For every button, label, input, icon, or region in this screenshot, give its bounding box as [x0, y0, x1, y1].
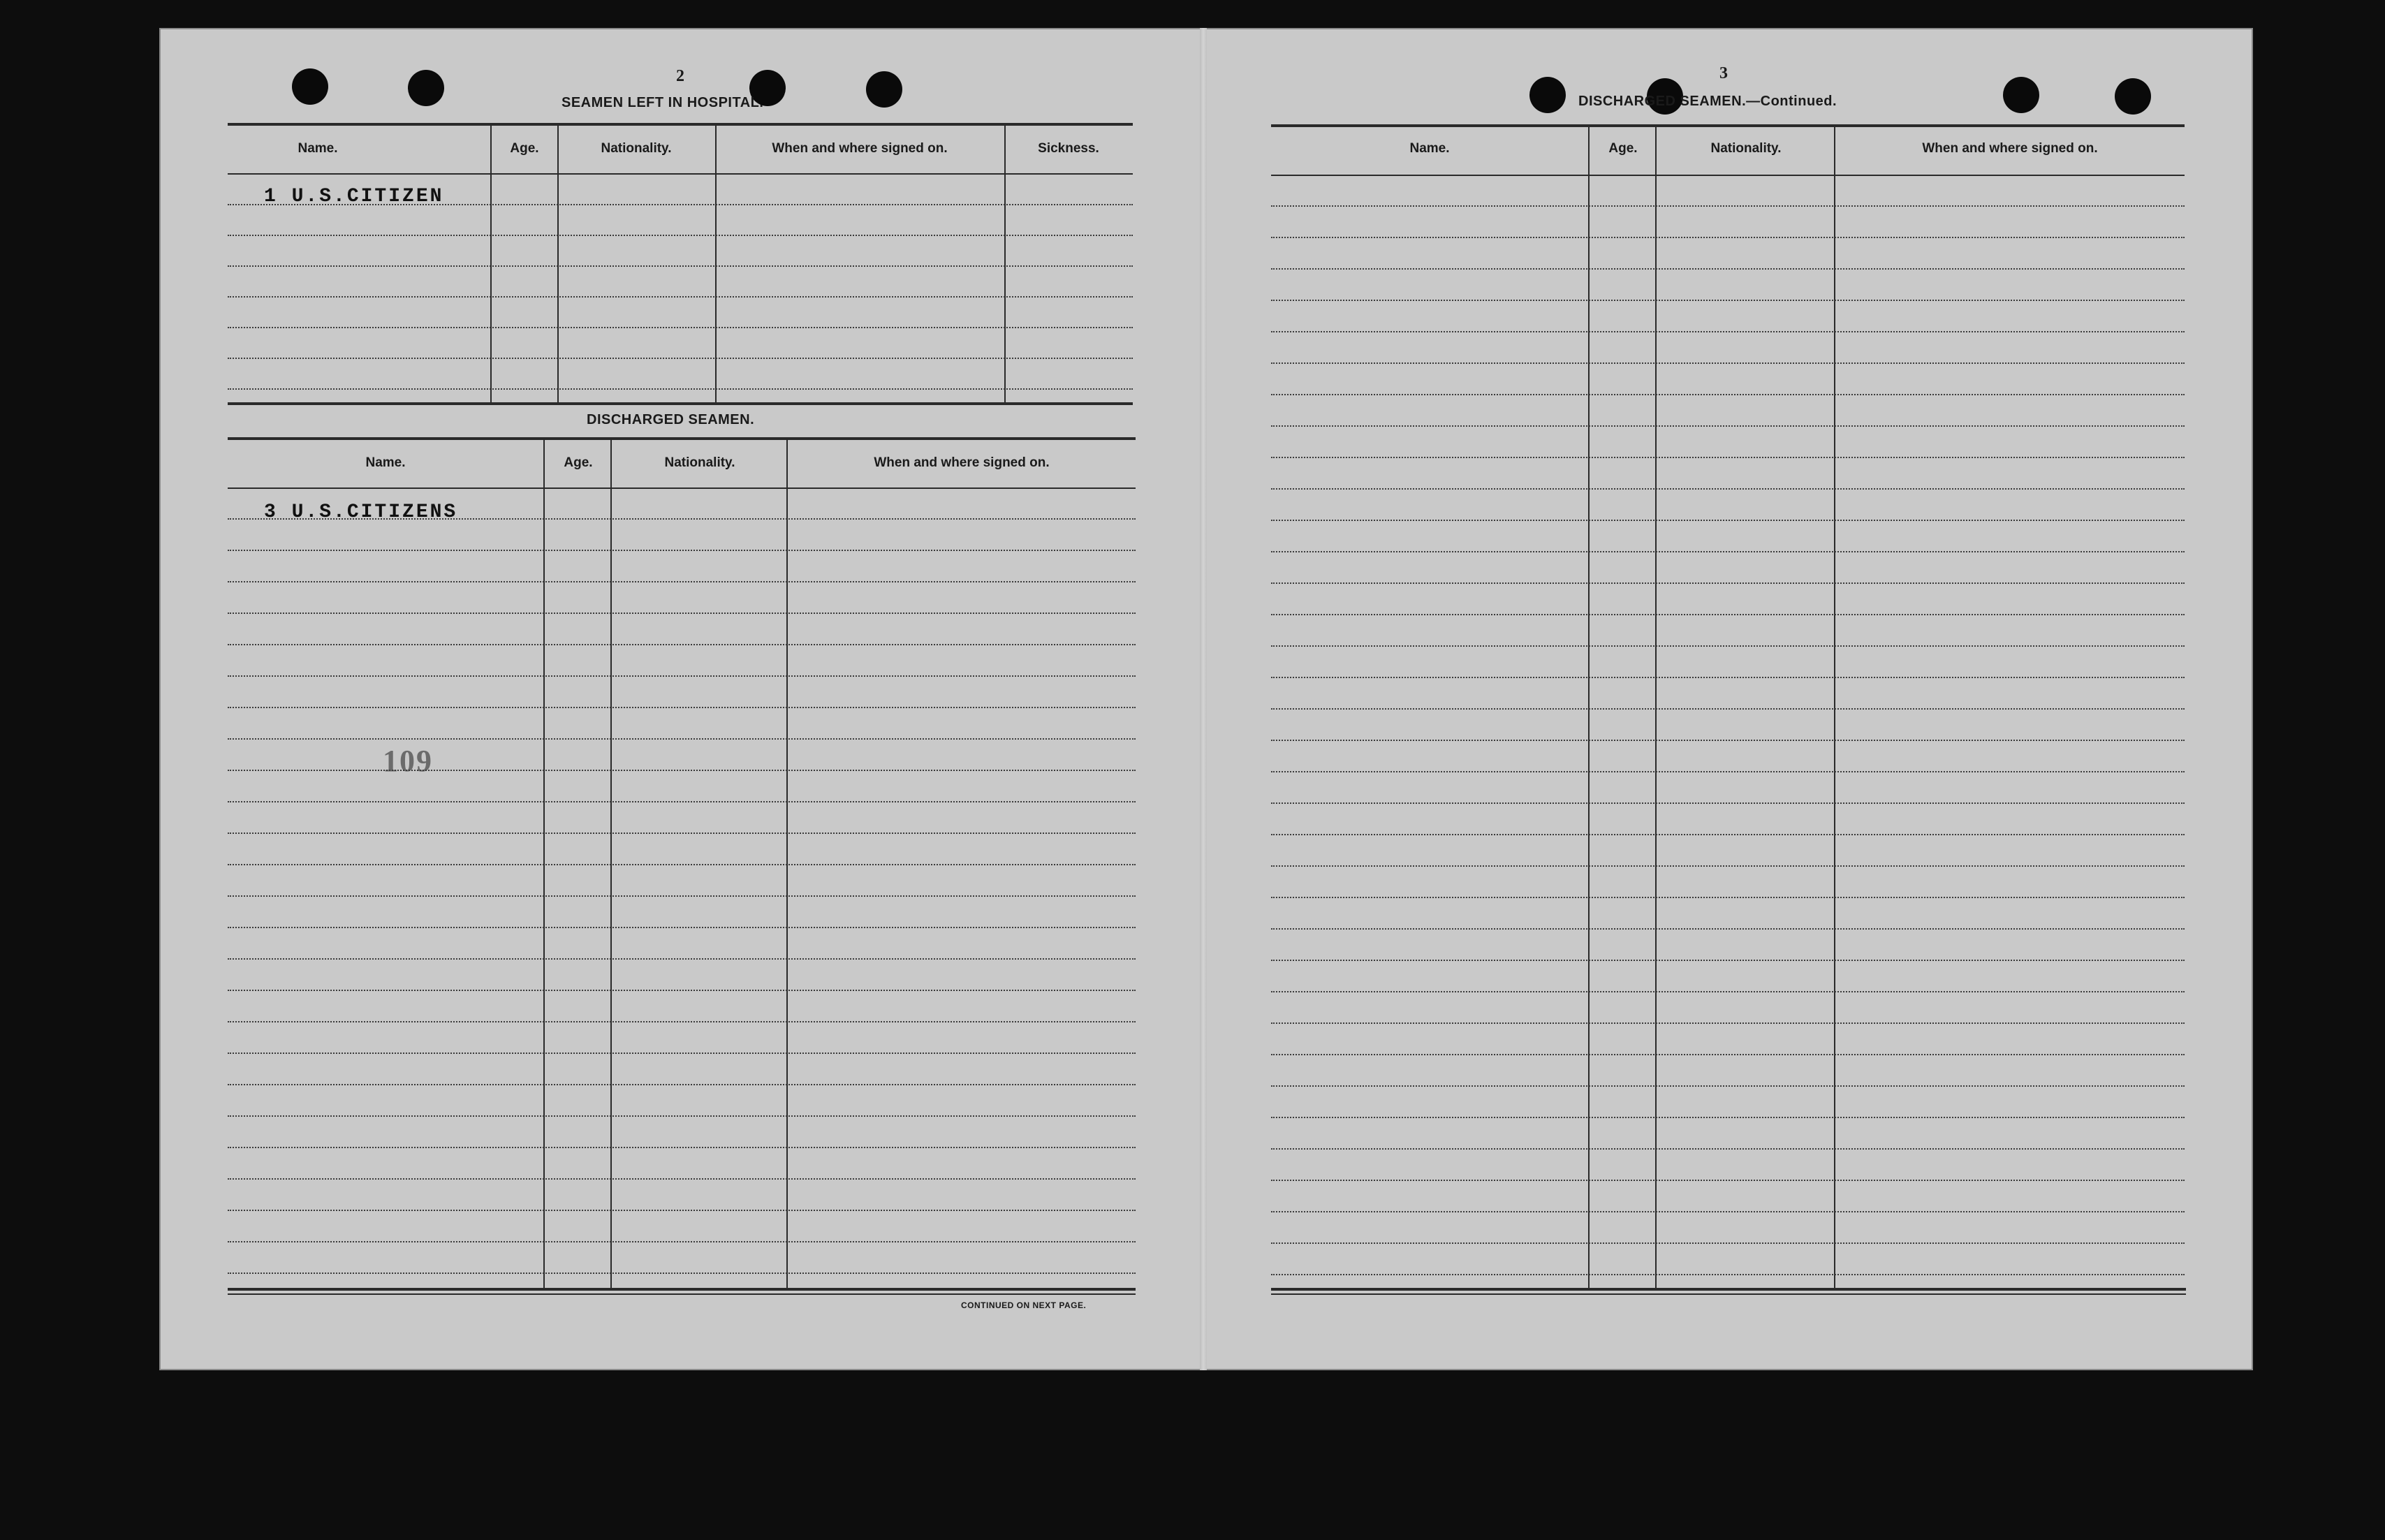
ruled-row-line	[1271, 834, 2185, 835]
ruled-row-line	[1271, 708, 2185, 710]
right-col-signed-on: When and where signed on.	[1922, 141, 2098, 156]
right-col-nationality: Nationality.	[1710, 141, 1782, 156]
ruled-row-line	[228, 990, 1136, 991]
ruled-row-line	[228, 1021, 1136, 1022]
ruled-row-line	[1271, 1022, 2185, 1024]
ruled-row-line	[228, 1241, 1136, 1242]
title-main: DISCHARGED SEAMEN.	[1578, 94, 1747, 109]
ruled-row-line	[1271, 1211, 2185, 1212]
ruled-row-line	[228, 1178, 1136, 1180]
continued-note: CONTINUED ON NEXT PAGE.	[961, 1300, 1087, 1310]
hospital-col-signed-on: When and where signed on.	[772, 141, 948, 156]
ruled-row-line	[1271, 1117, 2185, 1118]
ruled-row-line	[1271, 1180, 2185, 1181]
right-col-name: Name.	[1409, 141, 1450, 156]
discharged-bottom-rule	[228, 1288, 1136, 1291]
page-number: 3	[1719, 64, 1728, 82]
ruled-row-line	[228, 1273, 1136, 1274]
right-col-age: Age.	[1608, 141, 1638, 156]
ruled-row-line	[228, 613, 1136, 614]
ruled-row-line	[1271, 771, 2185, 772]
hospital-col-divider	[490, 126, 492, 402]
discharged-header-rule	[228, 487, 1136, 489]
stamp-number: 109	[383, 744, 433, 778]
hospital-bottom-rule	[228, 402, 1133, 405]
hospital-col-sickness: Sickness.	[1038, 141, 1099, 156]
ruled-row-line	[228, 581, 1136, 582]
ruled-row-line	[1271, 802, 2185, 804]
right-top-rule	[1271, 124, 2185, 127]
title-suffix: —Continued.	[1746, 94, 1837, 109]
ruled-row-line	[228, 927, 1136, 928]
ruled-row-line	[228, 833, 1136, 834]
ruled-row-line	[228, 770, 1136, 771]
ruled-row-line	[228, 958, 1136, 960]
discharged-top-rule	[228, 437, 1136, 440]
right-bottom-rule	[1271, 1288, 2186, 1291]
hospital-row-line	[228, 235, 1133, 236]
ruled-row-line	[1271, 551, 2185, 552]
ruled-row-line	[1271, 362, 2185, 364]
discharged-entry: 3 U.S.CITIZENS	[264, 501, 458, 523]
hospital-row-line	[228, 265, 1133, 267]
hospital-col-age: Age.	[510, 141, 539, 156]
ruled-row-line	[228, 550, 1136, 551]
ruled-row-line	[1271, 331, 2185, 332]
ruled-row-line	[1271, 865, 2185, 867]
hospital-row-line	[228, 327, 1133, 328]
hospital-header-rule	[228, 173, 1133, 175]
ruled-row-line	[1271, 457, 2185, 458]
discharged-section-title: DISCHARGED SEAMEN.	[587, 412, 755, 427]
ruled-row-line	[1271, 1085, 2185, 1087]
right-bottom-rule-2	[1271, 1293, 2186, 1295]
hospital-row-line	[228, 296, 1133, 298]
ruled-row-line	[1271, 1148, 2185, 1150]
hospital-row-line	[228, 388, 1133, 390]
ruled-row-line	[1271, 960, 2185, 961]
ruled-row-line	[1271, 677, 2185, 678]
ruled-row-line	[1271, 425, 2185, 427]
ruled-row-line	[1271, 520, 2185, 521]
hospital-top-rule	[228, 123, 1133, 126]
ruled-row-line	[1271, 1242, 2185, 1244]
ruled-row-line	[228, 675, 1136, 677]
ruled-row-line	[1271, 205, 2185, 207]
ruled-row-line	[1271, 991, 2185, 992]
ruled-row-line	[1271, 582, 2185, 584]
ruled-row-line	[228, 801, 1136, 802]
discharged-col-age: Age.	[564, 455, 593, 470]
ruled-row-line	[1271, 488, 2185, 490]
hospital-col-divider	[715, 126, 717, 402]
ruled-row-line	[228, 738, 1136, 740]
center-fold	[1200, 28, 1207, 1370]
discharged-bottom-rule-2	[228, 1293, 1136, 1295]
left-page	[159, 28, 1200, 1370]
ruled-row-line	[1271, 614, 2185, 615]
ruled-row-line	[1271, 740, 2185, 741]
hospital-col-name: Name.	[298, 141, 338, 156]
ruled-row-line	[228, 1147, 1136, 1148]
ruled-row-line	[1271, 394, 2185, 395]
hospital-col-divider	[1004, 126, 1006, 402]
ruled-row-line	[1271, 1054, 2185, 1055]
ruled-row-line	[228, 518, 1136, 520]
ruled-row-line	[1271, 645, 2185, 647]
discharged-continued-title	[1578, 94, 1837, 110]
right-page	[1207, 28, 2253, 1370]
ruled-row-line	[228, 1115, 1136, 1117]
ruled-row-line	[228, 644, 1136, 645]
ruled-row-line	[228, 707, 1136, 708]
ruled-row-line	[228, 1084, 1136, 1085]
ruled-row-line	[1271, 300, 2185, 301]
ruled-row-line	[228, 1053, 1136, 1054]
hospital-section-title: SEAMEN LEFT IN HOSPITAL.	[562, 95, 764, 110]
discharged-col-signed-on: When and where signed on.	[874, 455, 1050, 470]
hospital-row-line	[228, 358, 1133, 359]
hospital-col-divider	[557, 126, 559, 402]
ruled-row-line	[228, 1210, 1136, 1211]
ruled-row-line	[1271, 897, 2185, 898]
ruled-row-line	[1271, 268, 2185, 270]
ruled-row-line	[1271, 928, 2185, 930]
right-header-rule	[1271, 175, 2185, 176]
document-sheet	[159, 28, 2253, 1370]
discharged-col-name: Name.	[365, 455, 406, 470]
hospital-col-nationality: Nationality.	[601, 141, 672, 156]
ruled-row-line	[228, 895, 1136, 897]
hospital-entry: 1 U.S.CITIZEN	[264, 186, 444, 207]
ruled-row-line	[1271, 1274, 2185, 1275]
ruled-row-line	[1271, 237, 2185, 238]
ruled-row-line	[228, 864, 1136, 865]
page-number: 2	[676, 67, 684, 85]
discharged-col-nationality: Nationality.	[664, 455, 735, 470]
